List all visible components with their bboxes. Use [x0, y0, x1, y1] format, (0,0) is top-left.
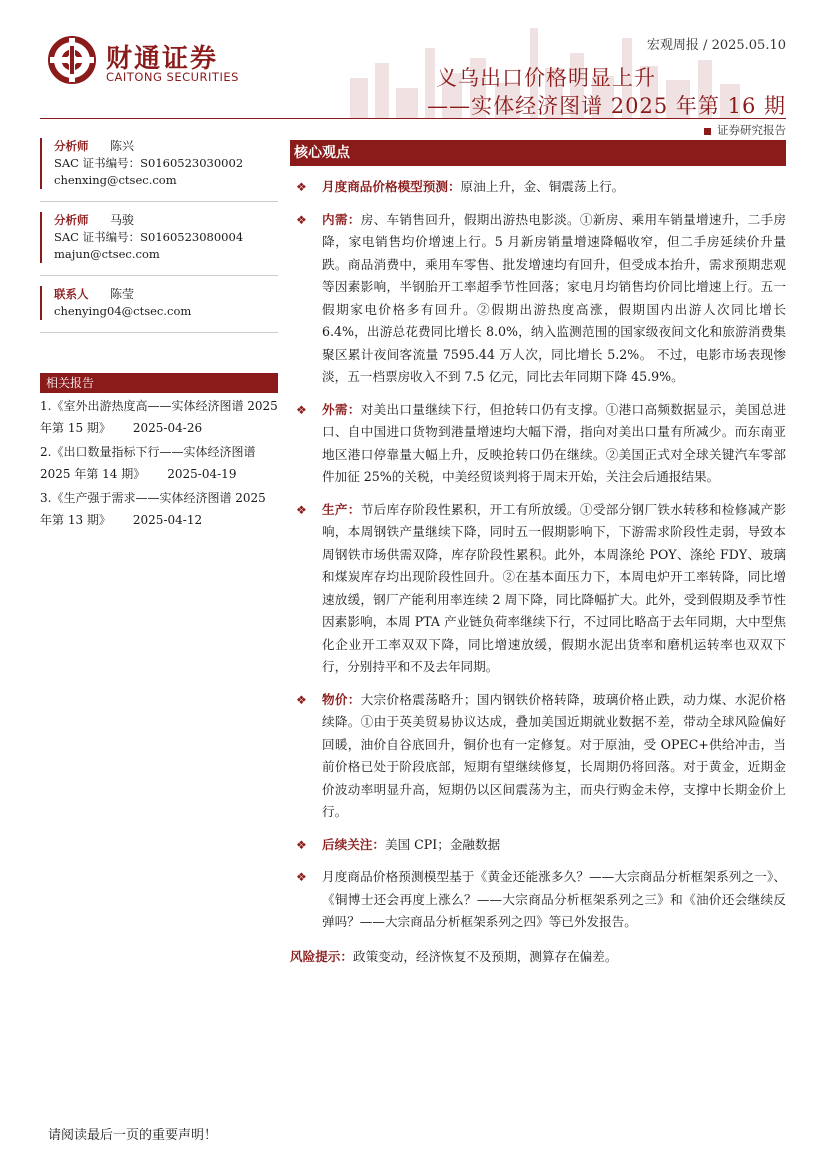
related-report-title[interactable]: 3.《生产强于需求——实体经济图谱 2025 年第 13 期》	[40, 491, 266, 527]
bullet-point	[290, 866, 786, 934]
analyst-cert: SAC 证书编号：S0160523030002	[54, 156, 244, 170]
bullet-label: 外需：	[322, 401, 361, 417]
related-report-date: 2025-04-12	[132, 513, 203, 527]
related-report-title[interactable]: 1.《室外出游热度高——实体经济图谱 2025 年第 15 期》	[40, 399, 278, 435]
bullet-point	[290, 399, 786, 489]
bullet-text: 美国 CPI；金融数据	[384, 836, 501, 852]
diamond-bullet-icon: ❖	[296, 870, 307, 884]
analyst-role: 分析师	[54, 213, 89, 227]
analyst-email: chenxing@ctsec.com	[54, 173, 177, 187]
bullet-text: 房、车销售回升，假期出游热电影淡。①新房、乘用车销量增速升，二手房降，家电销售均价增速上行。5 月新房销量增速降幅收窄，但二手房延续价升量跌。商品消费中，乘用车零售、批发增速均有回升，但受成本抬升，需求预期悲观等因素影响，半钢胎开工率超季节性回落；家电月均销售均价同比增速上行。五一假期家电价格多有回升。②假期出游热度高涨，假期国内出游人次同比增长 6.4%，出游总花费同比增长 8.0%，纳入监测范围的国家级夜间文化和旅游消费集聚区累计夜间客流量 7595.44 万人次，同比增长 5.2%。 不过，电影市场表现惨淡，五一档票房收入不到 7.5 亿元，同比去年同期下降 45.9%。	[322, 211, 787, 384]
diamond-bullet-icon: ❖	[296, 837, 307, 852]
contact-card	[40, 286, 278, 320]
related-reports-heading: 相关报告	[40, 373, 278, 393]
bullet-label: 后续关注：	[322, 836, 385, 852]
bullet-point	[290, 499, 786, 679]
analyst-card	[40, 138, 278, 189]
related-report-item[interactable]	[40, 487, 278, 531]
bullet-point	[290, 176, 786, 199]
bullet-text: 原油上升，金、铜震荡上行。	[460, 179, 625, 194]
doc-type-label	[704, 122, 786, 138]
doc-type-text: 证券研究报告	[717, 123, 786, 137]
bullet-text: 大宗价格震荡略升；国内钢铁价格转降，玻璃价格止跌，动力煤、水泥价格续降。①由于英美贸易协议达成，叠加美国近期就业数据不差，带动全球风险偏好回暖，油价自谷底回升，铜价也有一定修复。对于原油，受 OPEC+供给冲击，当前价格已处于阶段底部，短期有望继续修复，长周期仍将回落。对于黄金，近期金价波动率明显升高，短期仍以区间震荡为主，而央行购金未停，支撑中长期金价上行。	[322, 691, 787, 819]
bullet-point	[290, 834, 786, 857]
analyst-divider	[40, 275, 278, 276]
contact-email: chenying04@ctsec.com	[54, 304, 192, 318]
diamond-bullet-icon: ❖	[296, 212, 307, 227]
bullet-label: 物价：	[322, 691, 361, 707]
related-report-date: 2025-04-26	[132, 421, 203, 435]
bullet-text: 对美出口量继续下行，但抢转口仍有支撑。①港口高频数据显示，美国总进口、自中国进口货物到港量增速均大幅下滑，指向对美出口量有所减少。而东南亚地区港口停靠量大幅上升，反映抢转口仍在继续。②美国正式对全球关键汽车零部件加征 25%的关税，中美经贸谈判将于周末开始，关注会后通报结果。	[322, 401, 787, 484]
square-bullet-icon	[704, 128, 711, 135]
caitong-logo-icon	[48, 36, 96, 84]
contact-role: 联系人	[54, 287, 89, 301]
analyst-role: 分析师	[54, 139, 89, 153]
logo-chinese-name: 财通证券	[106, 44, 219, 74]
report-subtitle: ——实体经济图谱 2025 年第 16 期	[427, 94, 786, 118]
related-report-title[interactable]: 2.《出口数量指标下行——实体经济图谱 2025 年第 14 期》	[40, 445, 256, 481]
footer-disclaimer: 请阅读最后一页的重要声明！	[48, 1128, 218, 1143]
analyst-name: 陈兴	[110, 139, 135, 153]
left-sidebar	[40, 138, 278, 531]
bullet-text: 节后库存阶段性累积，开工有所放缓。①受部分钢厂铁水转移和检修减产影响，本周钢铁产量继续下降，同时五一假期影响下，下游需求阶段性走弱，导致本周钢铁市场供需双降，库存阶段性累积。此外，本周涤纶 POY、涤纶 FDY、玻璃和煤炭库存均出现阶段性回升。②在基本面压力下，本周电炉开工率转降，同比增速放缓，钢厂产能利用率连续 2 周下降，同比降幅扩大。此外，受到假期及季节性因素影响，本周 PTA 产业链负荷率继续下行，不过同比略高于去年同期，大中型焦化企业开工率双双下降，同比增速放缓，假期水泥出货率和磨机运转率也双双下行，分别持平和不及去年同期。	[322, 501, 787, 674]
diamond-bullet-icon: ❖	[296, 402, 307, 417]
analyst-email: majun@ctsec.com	[54, 247, 160, 261]
bullet-text: 月度商品价格预测模型基于《黄金还能涨多久？——大宗商品分析框架系列之一》、《铜博士还会再度上涨么？——大宗商品分析框架系列之三》和《油价还会继续反弹吗？——大宗商品分析框架系列之四》等已外发报告。	[322, 869, 786, 929]
related-report-item[interactable]	[40, 395, 278, 439]
core-views-heading: 核心观点	[290, 140, 786, 166]
logo-english-name: CAITONG SECURITIES	[106, 70, 239, 84]
diamond-bullet-icon: ❖	[296, 180, 307, 194]
bullet-label: 内需：	[322, 211, 361, 227]
contact-name: 陈莹	[110, 287, 135, 301]
analyst-name: 马骏	[110, 213, 135, 227]
bullet-point	[290, 689, 786, 824]
analyst-divider	[40, 201, 278, 202]
bullet-label: 生产：	[322, 501, 361, 517]
risk-text: 政策变动，经济恢复不及预期，测算存在偏差。	[352, 948, 618, 964]
bullet-point	[290, 209, 786, 389]
diamond-bullet-icon: ❖	[296, 502, 307, 517]
related-report-date: 2025-04-19	[167, 467, 237, 481]
risk-warning	[290, 946, 786, 968]
diamond-bullet-icon: ❖	[296, 692, 307, 707]
header-divider	[40, 118, 786, 119]
risk-label: 风险提示：	[290, 948, 353, 964]
analyst-card	[40, 212, 278, 263]
related-report-item[interactable]	[40, 441, 278, 485]
analyst-divider	[40, 332, 278, 333]
main-content	[290, 140, 786, 968]
report-meta: 宏观周报 / 2025.05.10	[646, 38, 786, 53]
analyst-cert: SAC 证书编号：S0160523080004	[54, 230, 244, 244]
company-logo	[48, 36, 248, 92]
bullet-label: 月度商品价格模型预测：	[322, 179, 461, 194]
report-title: 义乌出口价格明显上升	[436, 66, 656, 90]
